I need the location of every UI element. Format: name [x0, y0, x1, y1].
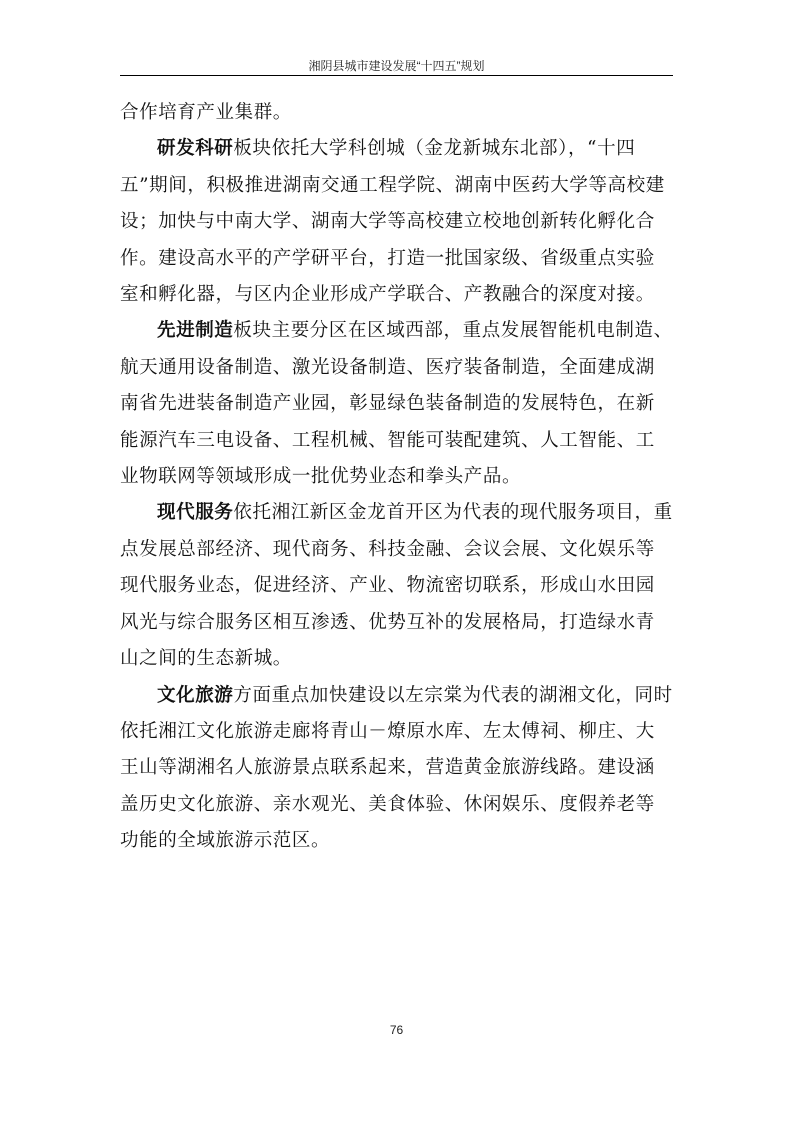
header-rule [120, 75, 673, 76]
page-number: 76 [389, 1023, 404, 1037]
paragraph-research [120, 131, 673, 313]
paragraph-text: 板块主要分区在区域西部，重点发展智能机电制造、航天通用设备制造、激光设备制造、医疗装备制造，全面建成湖南省先进装备制造产业园，彰显绿色装备制造的发展特色，在新能源汽车三电设备、工程机械、智能可装配建筑、人工智能、工业物联网等领域形成一批优势业态和拳头产品。 [120, 320, 673, 488]
running-header: 湘阴县城市建设发展“十四五”规划 [308, 59, 485, 73]
document-body [120, 95, 673, 860]
paragraph-text: 依托湘江新区金龙首开区为代表的现代服务项目，重点发展总部经济、现代商务、科技金融、会议会展、文化娱乐等现代服务业态，促进经济、产业、物流密切联系，形成山水田园风光与综合服务区相互渗透、优势互补的发展格局，打造绿水青山之间的生态新城。 [120, 502, 673, 670]
paragraph-lead: 现代服务 [157, 502, 234, 524]
paragraph-lead: 文化旅游 [157, 684, 234, 706]
paragraph-lead: 研发科研 [157, 138, 234, 160]
paragraph-text: 板块依托大学科创城（金龙新城东北部），“十四五”期间，积极推进湖南交通工程学院、湖南中医药大学等高校建设；加快与中南大学、湖南大学等高校建立校地创新转化孵化合作。建设高水平的产学研平台，打造一批国家级、省级重点实验室和孵化器，与区内企业形成产学联合、产教融合的深度对接。 [120, 138, 665, 306]
paragraph-services [120, 495, 673, 677]
paragraph-text: 合作培育产业集群。 [120, 102, 292, 123]
paragraph-manufacturing [120, 313, 673, 495]
paragraph-continuation [120, 95, 673, 131]
paragraph-lead: 先进制造 [157, 320, 234, 342]
paragraph-text: 方面重点加快建设以左宗棠为代表的湖湘文化，同时依托湘江文化旅游走廊将青山－燎原水库、左太傅祠、柳庄、大王山等湖湘名人旅游景点联系起来，营造黄金旅游线路。建设涵盖历史文化旅游、亲水观光、美食体验、休闲娱乐、度假养老等功能的全域旅游示范区。 [120, 684, 673, 852]
paragraph-tourism [120, 678, 673, 860]
